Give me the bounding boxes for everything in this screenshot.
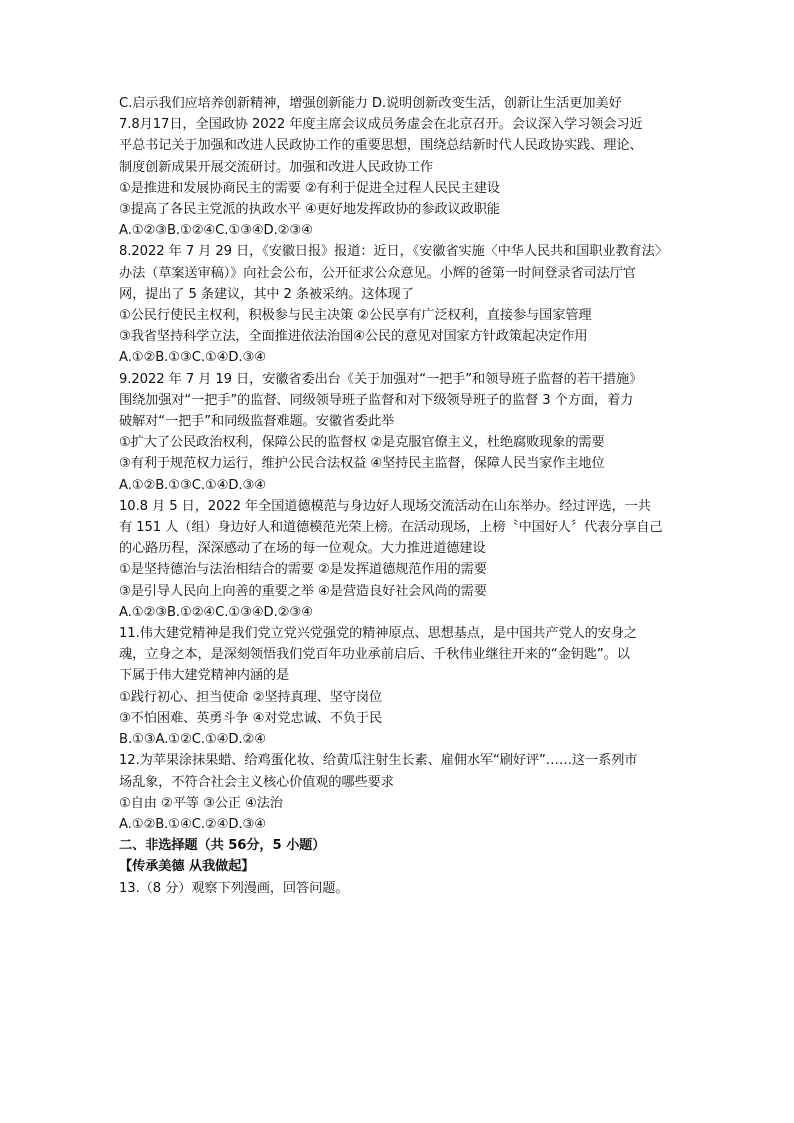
q9-stem-line-1: 9.2022 年 7 月 19 日，安徽省委出台《关于加强对“一把手”和领导班子监督的若干措施》 [119,371,643,387]
q8-statements-1-2: ①公民行使民主权利，积极参与民主决策 ②公民享有广泛权利，直接参与国家管理 [119,308,592,324]
q8-statements-3-4: ③我省坚持科学立法，全面推进依法治国④公民的意见对国家方针政策起决定作用 [119,329,588,345]
exam-page [119,93,689,899]
q11-choices: B.①③A.①②C.①④D.②④ [119,732,266,748]
q11-stem-line-1: 11.伟大建党精神是我们党立党兴党强党的精神原点、思想基点，是中国共产党人的安身之 [119,626,637,642]
q7-stem-line-3: 制度创新成果开展交流研讨。加强和改进人民政协工作 [119,159,434,175]
q12-stem-line-2: 场乱象，不符合社会主义核心价值观的哪些要求 [119,774,394,790]
q7-stem-line-1: 7.8月17日，全国政协 2022 年度主席会议成员务虚会在北京召开。会议深入学习领会习近 [119,117,643,133]
option-line-c-d: C.启示我们应培养创新精神，增强创新能力 D.说明创新改变生活，创新让生活更加美好 [119,96,622,111]
q11-statements-3-4: ③不怕困难、英勇斗争 ④对党忠诚、不负于民 [119,710,383,726]
q10-choices: A.①②③B.①②④C.①③④D.②③④ [119,604,313,620]
q12-choices: A.①②B.①④C.②④D.③④ [119,816,266,832]
q7-stem-line-2: 平总书记关于加强和改进人民政协工作的重要思想，围绕总结新时代人民政协实践、理论、 [119,138,643,154]
q10-stem-line-1: 10.8 月 5 日，2022 年全国道德模范与身边好人现场交流活动在山东举办。经过评选，一共 [119,498,651,514]
q10-statements-3-4: ③是引导人民向上向善的重要之举 ④是营造良好社会风尚的需要 [119,583,487,599]
q13-stem: 13.（8 分）观察下列漫画，回答问题。 [119,880,349,896]
q9-statements-3-4: ③有利于规范权力运行，维护公民合法权益 ④坚持民主监督，保障人民当家作主地位 [119,456,605,472]
q12-statements: ①自由 ②平等 ③公正 ④法治 [119,795,283,811]
q9-stem-line-3: 破解对“一把手”和同级监督难题。安徽省委此举 [119,414,395,430]
q10-statements-1-2: ①是坚持德治与法治相结合的需要 ②是发挥道德规范作用的需要 [119,562,487,578]
q12-stem-line-1: 12.为苹果涂抹果蜡、给鸡蛋化妆、给黄瓜注射生长素、雇佣水军“刷好评”……这一系列市 [119,753,638,769]
q8-stem-line-3: 网，提出了 5 条建议，其中 2 条被采纳。这体现了 [119,286,414,302]
q10-stem-line-2: 有 151 人（组）身边好人和道德模范光荣上榜。在活动现场，上榜〝中国好人〞代表分享自己 [119,520,663,536]
q11-statements-1-2: ①践行初心、担当使命 ②坚持真理、坚守岗位 [119,689,383,705]
q9-stem-line-2: 围绕加强对“一把手”的监督、同级领导班子监督和对下级领导班子的监督 3 个方面，着力 [119,392,634,408]
q8-stem-line-1: 8.2022 年 7 月 29 日，《安徽日报》报道：近日，《安徽省实施〈中华人民共和国职业教育法〉 [119,244,668,260]
q8-stem-line-2: 办法（草案送审稿）》向社会公布，公开征求公众意见。小辉的爸第一时间登录省司法厅官 [119,265,636,281]
q7-statements-3-4: ③提高了各民主党派的执政水平 ④更好地发挥政协的参政议政职能 [119,202,500,218]
section-heading: 二、非选择题（共 56分，5 小题） [119,838,326,854]
q8-choices: A.①②B.①③C.①④D.③④ [119,350,266,366]
q11-stem-line-2: 魂，立身之本，是深刻领悟我们党百年功业承前启后、千秋伟业继往开来的“金钥匙”。以 [119,647,630,663]
q7-statements-1-2: ①是推进和发展协商民主的需要 ②有利于促进全过程人民民主建设 [119,180,500,196]
q9-choices: A.①②B.①③C.①④D.③④ [119,477,266,493]
q9-statements-1-2: ①扩大了公民政治权利，保障公民的监督权 ②是克服官僚主义，杜绝腐败现象的需要 [119,435,605,451]
q7-choices: A.①②③B.①②④C.①③④D.②③④ [119,223,313,239]
q11-stem-line-3: 下属于伟大建党精神内涵的是 [119,668,290,684]
theme-heading: 【传承美德 从我做起】 [119,859,255,875]
q10-stem-line-3: 的心路历程，深深感动了在场的每一位观众。大力推进道德建设 [119,541,486,557]
